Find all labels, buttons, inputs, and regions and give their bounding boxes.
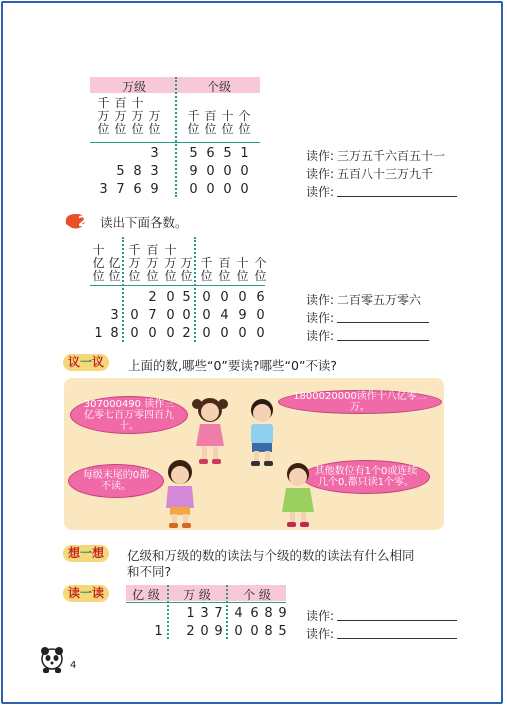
read-label: 读作: bbox=[306, 185, 335, 199]
place-value-suffix: 位 bbox=[114, 122, 127, 136]
svg-text:2: 2 bbox=[78, 214, 88, 230]
place-value-char: 千 bbox=[97, 96, 110, 110]
place-value-suffix: 位 bbox=[200, 269, 213, 283]
think-question-line1: 亿级和万级的数的读法与个级的数的读法有什么相同 bbox=[127, 548, 415, 563]
digit: 0 bbox=[234, 624, 243, 639]
discuss-question: 上面的数,哪些“0”要读?哪些“0”不读? bbox=[128, 358, 338, 373]
digit: 1 bbox=[186, 606, 195, 621]
speech-bubble-1: 307000490 读作三亿零七百万零四百九十。 bbox=[70, 396, 188, 434]
digit: 8 bbox=[264, 606, 273, 621]
read-table-rule bbox=[126, 602, 286, 603]
place-value-char: 万 bbox=[148, 109, 161, 123]
place-value-suffix: 位 bbox=[187, 122, 200, 136]
place-value-char: 万 bbox=[164, 256, 177, 270]
digit: 9 bbox=[278, 606, 287, 621]
digit: 6 bbox=[206, 146, 215, 161]
place-value-suffix: 位 bbox=[180, 269, 193, 283]
table1-rule bbox=[90, 142, 260, 143]
digit: 9 bbox=[189, 164, 198, 179]
digit: 3 bbox=[150, 164, 159, 179]
digit: 0 bbox=[223, 164, 232, 179]
place-value-char: 十 bbox=[131, 96, 144, 110]
place-value-char: 千 bbox=[200, 256, 213, 270]
digit: 1 bbox=[154, 624, 163, 639]
read-label: 读作: bbox=[306, 609, 335, 623]
digit: 0 bbox=[148, 326, 157, 341]
digit: 9 bbox=[214, 624, 223, 639]
digit: 6 bbox=[133, 182, 142, 197]
answer-blank bbox=[337, 183, 457, 197]
place-value-suffix: 位 bbox=[131, 122, 144, 136]
digit: 2 bbox=[186, 624, 195, 639]
read-divider-2 bbox=[226, 585, 228, 639]
place-value-char: 百 bbox=[204, 109, 217, 123]
digit: 3 bbox=[99, 182, 108, 197]
place-value-char: 万 bbox=[180, 256, 193, 270]
digit: 0 bbox=[223, 182, 232, 197]
place-value-suffix: 位 bbox=[97, 122, 110, 136]
digit: 0 bbox=[256, 326, 265, 341]
digit: 0 bbox=[202, 326, 211, 341]
digit: 4 bbox=[234, 606, 243, 621]
digit: 4 bbox=[220, 308, 229, 323]
read-header-wan: 万 级 bbox=[183, 588, 211, 602]
place-value-suffix: 位 bbox=[164, 269, 177, 283]
read-header-yi: 亿 级 bbox=[132, 588, 160, 602]
think-question-line2: 和不同? bbox=[127, 564, 172, 579]
answer-blank bbox=[337, 327, 429, 341]
reading-answer: 五百八十三万九千 bbox=[337, 167, 434, 181]
place-value-char: 十 bbox=[92, 243, 105, 257]
speech-bubble-3: 每级末尾的0都不读。 bbox=[68, 464, 164, 498]
digit: 0 bbox=[240, 164, 249, 179]
place-value-suffix: 位 bbox=[92, 269, 105, 283]
digit: 0 bbox=[166, 308, 175, 323]
reading-answer: 三万五千六百五十一 bbox=[337, 149, 446, 163]
place-value-char: 万 bbox=[114, 109, 127, 123]
digit: 0 bbox=[240, 182, 249, 197]
answer-blank bbox=[337, 309, 429, 323]
digit: 0 bbox=[166, 326, 175, 341]
read-label: 读作: bbox=[306, 293, 335, 307]
read-label: 读作: bbox=[306, 167, 335, 181]
digit: 0 bbox=[238, 326, 247, 341]
table1-divider bbox=[175, 77, 177, 197]
read-label: 读作: bbox=[306, 627, 335, 641]
place-value-suffix: 位 bbox=[148, 122, 161, 136]
digit: 5 bbox=[189, 146, 198, 161]
digit: 9 bbox=[150, 182, 159, 197]
digit: 6 bbox=[256, 290, 265, 305]
digit: 0 bbox=[182, 308, 191, 323]
digit: 0 bbox=[250, 624, 259, 639]
discussion-illustration bbox=[64, 378, 444, 530]
digit: 7 bbox=[116, 182, 125, 197]
place-value-char: 万 bbox=[131, 109, 144, 123]
place-value-suffix: 位 bbox=[146, 269, 159, 283]
digit: 1 bbox=[240, 146, 249, 161]
digit: 0 bbox=[130, 326, 139, 341]
table1-header-ge: 个级 bbox=[206, 80, 231, 94]
digit: 0 bbox=[256, 308, 265, 323]
digit: 5 bbox=[278, 624, 287, 639]
place-value-char: 十 bbox=[236, 256, 249, 270]
digit: 0 bbox=[200, 624, 209, 639]
digit: 7 bbox=[148, 308, 157, 323]
table2-rule bbox=[90, 285, 265, 286]
read-label: 读作: bbox=[306, 149, 335, 163]
panda-icon bbox=[38, 644, 66, 674]
place-value-suffix: 位 bbox=[204, 122, 217, 136]
digit: 5 bbox=[116, 164, 125, 179]
digit: 6 bbox=[250, 606, 259, 621]
table2-divider-1 bbox=[122, 237, 124, 342]
read-label: 读作: bbox=[306, 311, 335, 325]
digit: 3 bbox=[110, 308, 119, 323]
digit: 8 bbox=[133, 164, 142, 179]
girl-green-illustration bbox=[276, 460, 322, 530]
answer-blank bbox=[337, 625, 457, 639]
place-value-char: 十 bbox=[164, 243, 177, 257]
boy-blue-illustration bbox=[240, 396, 286, 468]
discuss-badge: 议一议 bbox=[63, 354, 109, 371]
place-value-char: 十 bbox=[221, 109, 234, 123]
place-value-suffix: 位 bbox=[108, 269, 121, 283]
place-value-char: 万 bbox=[146, 256, 159, 270]
place-value-char: 千 bbox=[128, 243, 141, 257]
place-value-char: 个 bbox=[238, 109, 251, 123]
place-value-char: 百 bbox=[218, 256, 231, 270]
digit: 5 bbox=[182, 290, 191, 305]
read-label: 读作: bbox=[306, 329, 335, 343]
read-divider-1 bbox=[167, 585, 169, 639]
place-value-char: 个 bbox=[254, 256, 267, 270]
read-badge: 读一读 bbox=[63, 585, 109, 602]
digit: 0 bbox=[220, 290, 229, 305]
digit: 8 bbox=[110, 326, 119, 341]
digit: 2 bbox=[182, 326, 191, 341]
section-2-instruction: 读出下面各数。 bbox=[100, 215, 188, 230]
digit: 7 bbox=[214, 606, 223, 621]
digit: 9 bbox=[238, 308, 247, 323]
digit: 0 bbox=[206, 182, 215, 197]
digit: 3 bbox=[150, 146, 159, 161]
girl-pink-illustration bbox=[188, 394, 234, 466]
place-value-char: 百 bbox=[146, 243, 159, 257]
digit: 0 bbox=[238, 290, 247, 305]
page-number: 4 bbox=[70, 660, 77, 671]
place-value-char: 千 bbox=[187, 109, 200, 123]
digit: 3 bbox=[200, 606, 209, 621]
place-value-suffix: 位 bbox=[218, 269, 231, 283]
digit: 0 bbox=[206, 164, 215, 179]
place-value-char: 亿 bbox=[108, 256, 121, 270]
think-badge: 想一想 bbox=[63, 545, 109, 562]
digit: 0 bbox=[130, 308, 139, 323]
answer-blank bbox=[337, 607, 457, 621]
speech-bubble-4: 其他数位有1个0或连续几个0,都只读1个零。 bbox=[302, 460, 430, 494]
digit: 0 bbox=[202, 308, 211, 323]
digit: 5 bbox=[223, 146, 232, 161]
place-value-char: 万 bbox=[97, 109, 110, 123]
place-value-suffix: 位 bbox=[254, 269, 267, 283]
digit: 0 bbox=[220, 326, 229, 341]
place-value-suffix: 位 bbox=[128, 269, 141, 283]
place-value-char: 亿 bbox=[92, 256, 105, 270]
digit: 2 bbox=[148, 290, 157, 305]
table1-header-wan: 万级 bbox=[121, 80, 146, 94]
reading-answer: 二百零五万零六 bbox=[337, 293, 422, 307]
place-value-suffix: 位 bbox=[238, 122, 251, 136]
place-value-suffix: 位 bbox=[221, 122, 234, 136]
place-value-char: 百 bbox=[114, 96, 127, 110]
read-header-ge: 个 级 bbox=[243, 588, 271, 602]
digit: 1 bbox=[94, 326, 103, 341]
speech-bubble-2: 1800020000读作十八亿零二万。 bbox=[278, 390, 442, 414]
place-value-suffix: 位 bbox=[236, 269, 249, 283]
number-badge-icon bbox=[62, 210, 96, 232]
girl-purple-illustration bbox=[158, 458, 204, 530]
digit: 0 bbox=[202, 290, 211, 305]
digit: 8 bbox=[264, 624, 273, 639]
digit: 0 bbox=[189, 182, 198, 197]
place-value-char: 万 bbox=[128, 256, 141, 270]
digit: 0 bbox=[166, 290, 175, 305]
table2-divider-2 bbox=[194, 237, 196, 342]
